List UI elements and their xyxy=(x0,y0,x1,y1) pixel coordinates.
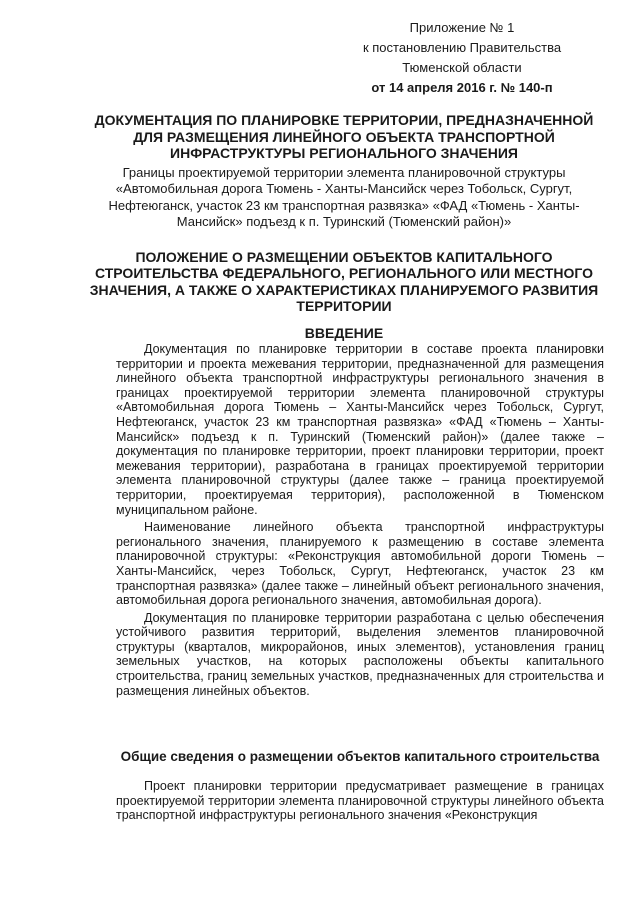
general-section-paragraph: Проект планировки территории предусматривает размещение в границах проектируемой территории элемента планировочной структуры линейного объекта транспортной инфраструктуры регионального значения «Реконструкция xyxy=(116,779,604,823)
appendix-resolution: к постановлению Правительства xyxy=(362,40,562,55)
introduction-paragraph: Наименование линейного объекта транспортной инфраструктуры регионального значения, планируемого к размещению в составе элемента планировочной структуры: «Реконструкция автомобильной дороги Тюмень – Ханты-Мансийск, через Тобольск, Сургут, Нефтеюганск, участок 23 км транспортная развязка» (далее также – линейный объект регионального значения, автомобильная дорога регионального значения, автомобильная дорога). xyxy=(116,520,604,608)
introduction-body xyxy=(116,342,604,698)
document-title: ДОКУМЕНТАЦИЯ ПО ПЛАНИРОВКЕ ТЕРРИТОРИИ, ПРЕДНАЗНАЧЕННОЙ ДЛЯ РАЗМЕЩЕНИЯ ЛИНЕЙНОГО ОБЪЕКТА ТРАНСПОРТНОЙ ИНФРАСТРУКТУРЫ РЕГИОНАЛЬНОГО ЗНАЧЕНИЯ xyxy=(94,112,594,161)
position-title: ПОЛОЖЕНИЕ О РАЗМЕЩЕНИИ ОБЪЕКТОВ КАПИТАЛЬНОГО СТРОИТЕЛЬСТВА ФЕДЕРАЛЬНОГО, РЕГИОНАЛЬНОГО ИЛИ МЕСТНОГО ЗНАЧЕНИЯ, А ТАКЖЕ О ХАРАКТЕРИСТИКАХ ПЛАНИРУЕМОГО РАЗВИТИЯ ТЕРРИТОРИИ xyxy=(89,248,599,314)
appendix-number: Приложение № 1 xyxy=(409,20,515,35)
introduction-paragraph: Документация по планировке территории разработана с целью обеспечения устойчивого развития территорий, выделения элементов планировочной структуры (кварталов, микрорайонов, иных элементов), установления границ земельных участков, на которых расположены объекты капитального строительства, границ земельных участков, предназначенных для строительства и размещения линейных объектов. xyxy=(116,610,604,698)
general-section-heading: Общие сведения о размещении объектов капитального строительства xyxy=(120,749,600,764)
appendix-block xyxy=(362,18,562,98)
general-section-body xyxy=(116,779,604,823)
title-block xyxy=(84,112,604,315)
introduction-paragraph: Документация по планировке территории в составе проекта планировки территории и проекта межевания территории, предназначенной для размещения линейного объекта транспортной инфраструктуры регионального значения в границах проектируемой территории элемента планировочной структуры «Автомобильная дорога Тюмень – Ханты-Мансийск через Тобольск, Сургут, Нефтеюганск, участок 23 км транспортная развязка» «ФАД «Тюмень – Ханты-Мансийск» подъезд к п. Туринский (Тюменский район)» (далее также – документация по планировке территории, проект планировки территории, проект межевания территории), разработана в границах проектируемой территории элемента планировочной структуры (далее также – граница проектируемой территории, проектируемая территория), расположенной в Тюменском муниципальном районе. xyxy=(116,342,604,517)
appendix-date: от 14 апреля 2016 г. № 140-п xyxy=(371,80,553,95)
document-subtitle: Границы проектируемой территории элемента планировочной структуры «Автомобильная дорога Тюмень - Ханты-Мансийск через Тобольск, Сургут, Нефтеюганск, участок 23 км транспортная развязка» «ФАД «Тюмень - Ханты-Мансийск» подъезд к п. Туринский (Тюменский район)» xyxy=(108,164,580,229)
introduction-heading: ВВЕДЕНИЕ xyxy=(304,325,384,341)
appendix-region: Тюменской области xyxy=(402,60,522,75)
